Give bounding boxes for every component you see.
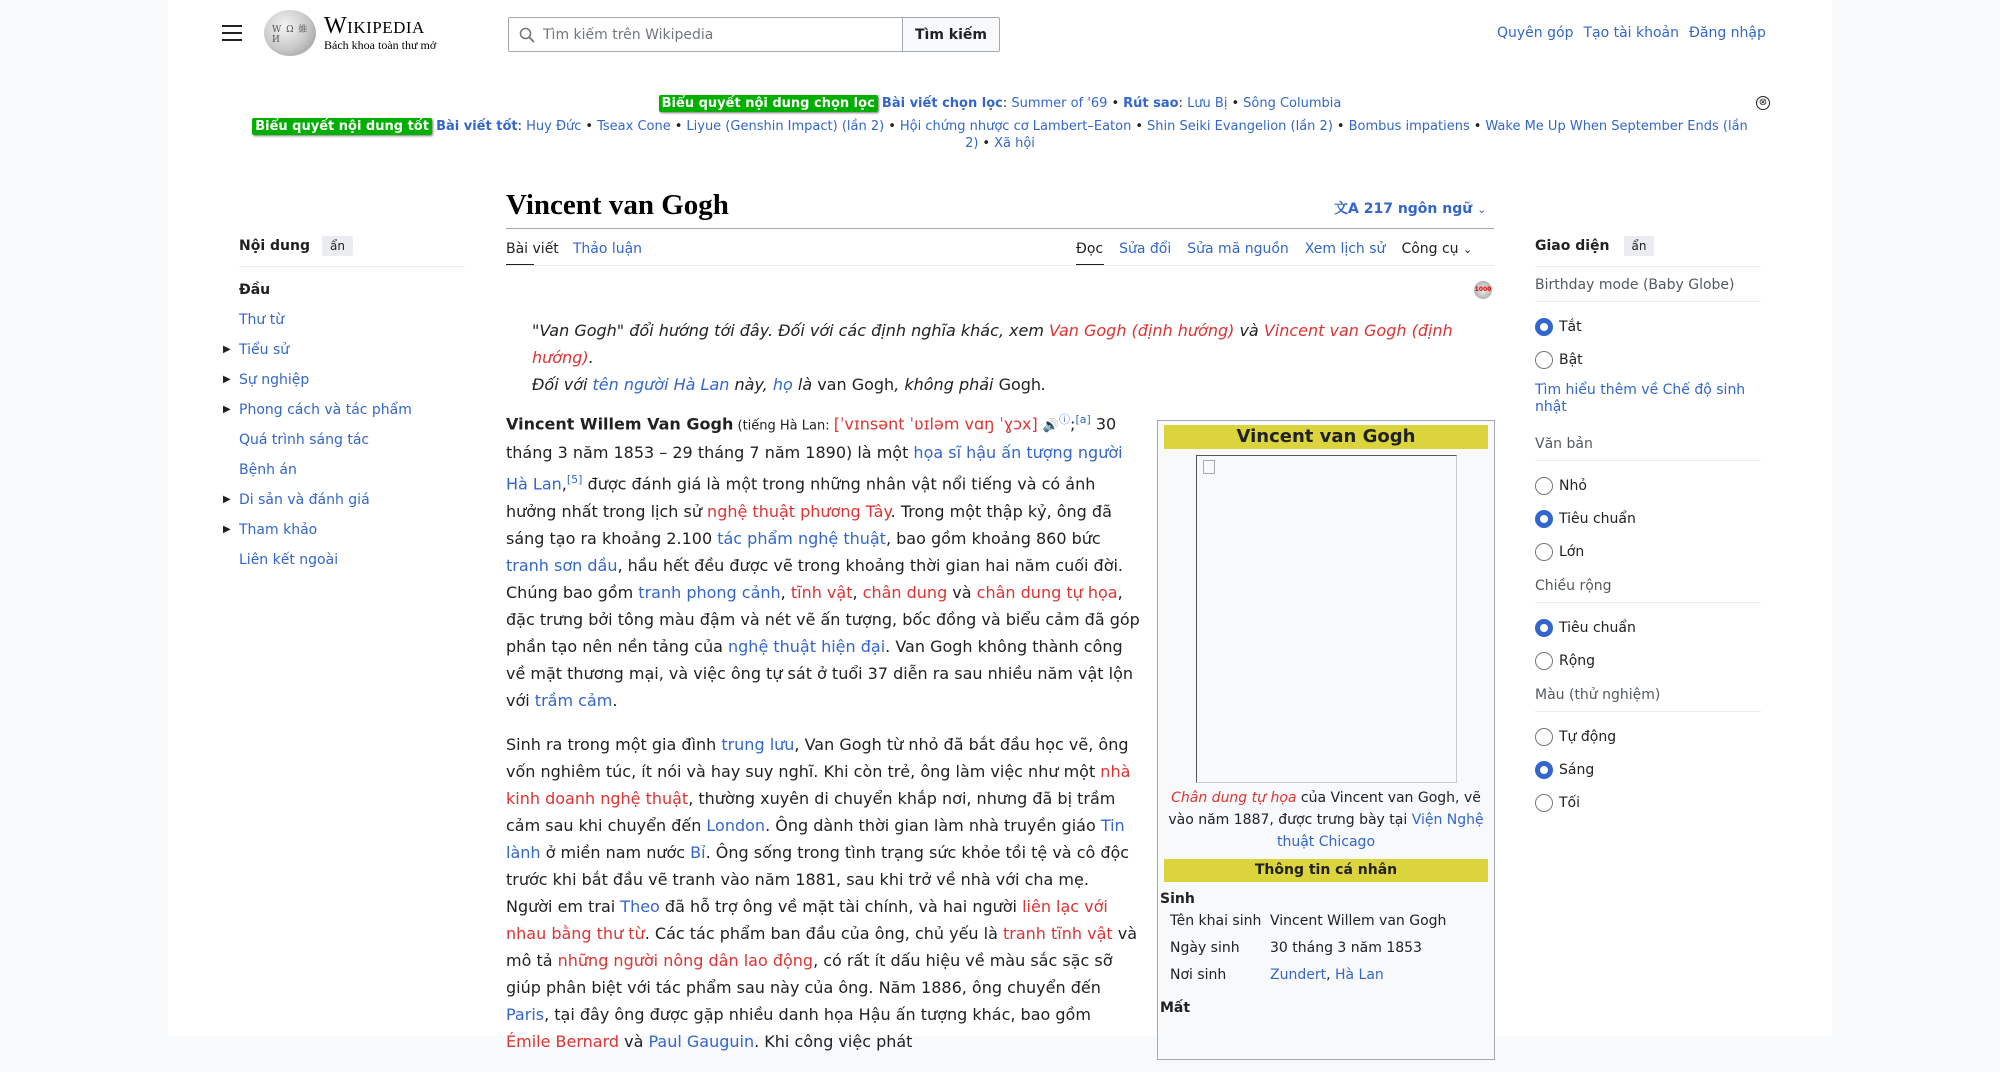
search-button[interactable]: Tìm kiếm [903,17,1000,52]
good-item[interactable]: Xã hội [994,136,1035,151]
demote-item[interactable]: Lưu Bị [1187,96,1228,111]
lead-paragraph: Vincent Willem Van Gogh (tiếng Hà Lan: [ˈvɪnsənt ˈʋɪləm vɑŋ ˈɣɔx] 🔊ⓘ;[a] 30 tháng 3 năm 1853 – 29 tháng 7 năm 1890) là một họa sĩ hậu ấn tượng người Hà Lan,[5] được đánh giá là một trong những nhân vật nổi tiếng và có ảnh hưởng nhất trong lịch sử nghệ thuật phương Tây. Trong một thập kỷ, ông đã sáng tạo ra khoảng 2.100 tác phẩm nghệ thuật, bao gồm khoảng 860 bức tranh sơn dầu, hầu hết đều được vẽ trong khoảng thời gian hai năm cuối đời. Chúng bao gồm tranh phong cảnh, tĩnh vật, chân dung và chân dung tự họa, đặc trưng bởi tông màu đậm và nét vẽ ấn tượng, bốc đồng và biểu cảm đã góp phần tạo nên nền tảng của nghệ thuật hiện đại. Van Gogh không thành công về mặt thương mại, và việc ông tự sát ở tuổi 37 diễn ra sau nhiều năm vật lộn với trầm cảm. [506,413,1140,710]
chevron-down-icon: ⌄ [1463,243,1473,256]
hatnote-redirect: "Van Gogh" đổi hướng tới đây. Đối với các định nghĩa khác, xem Van Gogh (định hướng) và Vincent van Gogh (định hướng). [532,321,1453,367]
width-label: Chiều rộng [1535,578,1761,603]
disambiguation-link[interactable]: Van Gogh (định hướng) [1049,321,1235,340]
wikipedia-globe-icon [264,10,316,56]
demote-label[interactable]: Rút sao [1123,96,1179,111]
footnote-a[interactable]: [a] [1075,413,1091,426]
infobox-row: Nơi sinh Zundert, Hà Lan [1170,967,1384,983]
good-item[interactable]: Liyue (Genshin Impact) (lần 2) [686,119,885,134]
birthday-mode-label: Birthday mode (Baby Globe) [1535,277,1761,302]
toc-item[interactable]: Quá trình sáng tác [239,432,370,448]
radio-color-auto[interactable]: Tự động [1535,720,1761,753]
tab-article[interactable]: Bài viết [506,241,559,257]
logo-subtitle: Bách khoa toàn thư mở [324,38,437,52]
appearance-hide-button[interactable]: ẩn [1624,236,1655,256]
color-label: Màu (thử nghiệm) [1535,687,1761,712]
infobox-section-header: Thông tin cá nhân [1164,859,1488,882]
search-form [508,17,1000,52]
search-input[interactable] [543,27,883,43]
dutch-name-link[interactable]: tên người Hà Lan [592,375,730,394]
good-item[interactable]: Wake Me Up When September Ends (lần 2) [965,119,1748,151]
toc-item[interactable]: ▶ Phong cách và tác phẩm [239,395,465,425]
login-link[interactable]: Đăng nhập [1689,25,1766,41]
tools-dropdown[interactable]: Công cụ ⌄ [1401,241,1473,257]
milestone-globe-icon[interactable]: 1000 [1474,281,1492,299]
toc-item[interactable]: Thư từ [239,312,285,328]
toc-item[interactable]: Đầu [239,282,271,298]
namespace-tabs [506,241,642,257]
good-item[interactable]: Bombus impatiens [1348,119,1470,134]
tab-edit-source[interactable]: Sửa mã nguồn [1187,241,1289,257]
speaker-icon[interactable]: 🔊 [1042,418,1060,434]
disambiguation-link[interactable]: Vincent van Gogh (định hướng) [532,321,1453,367]
language-button[interactable]: 文A 217 ngôn ngữ ⌄ [1334,201,1487,217]
toc-item[interactable]: Liên kết ngoài [239,552,339,568]
chevron-right-icon[interactable]: ▶ [223,524,231,535]
tab-talk[interactable]: Thảo luận [572,241,643,257]
hatnote [532,317,1492,398]
chevron-right-icon[interactable]: ▶ [223,404,231,415]
featured-item[interactable]: Summer of '69 [1011,96,1108,111]
demote-item[interactable]: Sông Columbia [1243,96,1342,111]
site-notice-banner [230,95,1770,158]
donate-link[interactable]: Quyên góp [1497,25,1574,41]
toc-item[interactable]: ▶ Tham khảo [239,515,465,545]
featured-label[interactable]: Bài viết chọn lọc [881,96,1003,111]
second-paragraph: Sinh ra trong một gia đình trung lưu, Van Gogh từ nhỏ đã bắt đầu học vẽ, ông vốn nghiêm túc, ít nói và hay suy nghĩ. Khi còn trẻ, ông làm việc như một nhà kinh doanh nghệ thuật, thường xuyên di chuyển khắp nơi, nhưng đã bị trầm cảm sau khi chuyển đến London. Ông dành thời gian làm nhà truyền giáo Tin lành ở miền nam nước Bỉ. Ông sống trong tình trạng sức khỏe tồi tệ và cô độc trước khi bắt đầu vẽ tranh vào năm 1881, sau khi trở về nhà với cha mẹ. Người em trai Theo đã hỗ trợ ông về mặt tài chính, và hai người liên lạc với nhau bằng thư từ. Các tác phẩm ban đầu của ông, chủ yếu là tranh tĩnh vật và mô tả những người nông dân lao động, có rất ít dấu hiệu về màu sắc sặc sỡ giúp phân biệt với tác phẩm sau này của ông. Năm 1886, ông chuyển đến Paris, tại đây ông được gặp nhiều danh họa Hậu ấn tượng khác, bao gồm Émile Bernard và Paul Gauguin. Khi công việc phát [506,734,1137,1051]
infobox [1157,420,1495,1060]
toc-hide-button[interactable]: ẩn [322,236,353,256]
appearance-title: Giao diện [1535,238,1610,254]
good-label[interactable]: Bài viết tốt [436,119,518,134]
infobox-title: Vincent van Gogh [1164,425,1488,449]
close-banner-icon[interactable]: ⊗ [1756,96,1770,110]
chevron-right-icon[interactable]: ▶ [223,374,231,385]
good-item[interactable]: Hội chứng nhược cơ Lambert–Eaton [899,119,1132,134]
table-of-contents [223,236,465,575]
tabs-divider [506,265,1494,266]
radio-birthday-on[interactable]: Bật [1535,343,1761,376]
radio-text-small[interactable]: Nhỏ [1535,469,1761,502]
radio-color-light[interactable]: Sáng [1535,753,1761,786]
toc-item[interactable]: ▶ Sự nghiệp [239,365,465,395]
logo-title: Wikipedia [324,13,425,39]
tab-edit[interactable]: Sửa đổi [1119,241,1172,257]
toc-item[interactable]: ▶ Tiểu sử [239,335,465,365]
good-vote-badge[interactable]: Biểu quyết nội dung tốt [252,118,432,135]
good-row: Biểu quyết nội dung tốt Bài viết tốt: Huy Đức • Tseax Cone • Liyue (Genshin Impact) (lần 2) • Hội chứng nhược cơ Lambert–Eaton • Shin Seiki Evangelion (lần 2) • Bombus impatiens • Wake Me Up When September Ends (lần 2) • Xã hội [230,118,1770,152]
chevron-right-icon[interactable]: ▶ [223,344,231,355]
text-size-label: Văn bản [1535,436,1761,461]
birthday-learn-more-link[interactable]: Tìm hiểu thêm về Chế độ sinh nhật [1535,382,1746,415]
good-item[interactable]: Shin Seiki Evangelion (lần 2) [1147,119,1333,134]
broken-image-icon [1203,460,1215,474]
appearance-panel [1535,236,1761,819]
radio-text-standard[interactable]: Tiêu chuẩn [1535,502,1761,535]
user-links [1497,25,1766,41]
good-item[interactable]: Tseax Cone [597,119,671,134]
title-divider [506,228,1494,229]
infobox-row: Tên khai sinh Vincent Willem van Gogh [1170,913,1447,929]
radio-color-dark[interactable]: Tối [1535,786,1761,819]
toc-item[interactable]: Bệnh án [239,462,297,478]
surname-link[interactable]: họ [772,375,793,394]
article-body [506,406,1140,1072]
radio-width-wide[interactable]: Rộng [1535,644,1761,677]
chevron-right-icon[interactable]: ▶ [223,494,231,505]
ref-5[interactable]: [5] [566,473,583,487]
ipa-link[interactable]: [ˈvɪnsənt ˈʋɪləm vɑŋ ˈɣɔx] [833,414,1038,434]
image-caption: Chân dung tự họa của Vincent van Gogh, vẽ vào năm 1887, được trưng bày tại Viện Nghệ thuật Chicago [1168,790,1484,850]
radio-width-standard[interactable]: Tiêu chuẩn [1535,611,1761,644]
page-title: Vincent van Gogh [506,189,729,221]
infobox-row: Ngày sinh 30 tháng 3 năm 1853 [1170,940,1422,956]
search-icon [519,27,535,43]
featured-vote-badge[interactable]: Biểu quyết nội dung chọn lọc [659,95,878,112]
good-item[interactable]: Huy Đức [526,119,582,134]
tab-read[interactable]: Đọc [1076,241,1104,257]
main-menu-icon[interactable] [222,25,242,43]
info-icon[interactable]: ⓘ [1059,413,1071,426]
infobox-group-death: Mất [1160,1000,1191,1016]
hatnote-name: Đối với tên người Hà Lan này, họ là van Gogh, không phải Gogh. [532,375,1047,394]
create-account-link[interactable]: Tạo tài khoản [1583,25,1680,41]
toc-item[interactable]: ▶ Di sản và đánh giá [239,485,465,515]
toc-title: Nội dung [239,238,310,254]
chevron-down-icon: ⌄ [1477,203,1487,216]
radio-birthday-off[interactable]: Tắt [1535,310,1761,343]
featured-row: Biểu quyết nội dung chọn lọc Bài viết chọn lọc: Summer of '69 • Rút sao: Lưu Bị • Sông Columbia [230,95,1770,112]
infobox-group-birth: Sinh [1160,891,1195,907]
portrait-image[interactable] [1196,455,1457,783]
tab-history[interactable]: Xem lịch sử [1304,241,1386,257]
translate-icon: 文A [1334,201,1359,217]
radio-text-large[interactable]: Lớn [1535,535,1761,568]
wikipedia-logo[interactable] [264,10,436,56]
view-tabs [1076,241,1472,257]
